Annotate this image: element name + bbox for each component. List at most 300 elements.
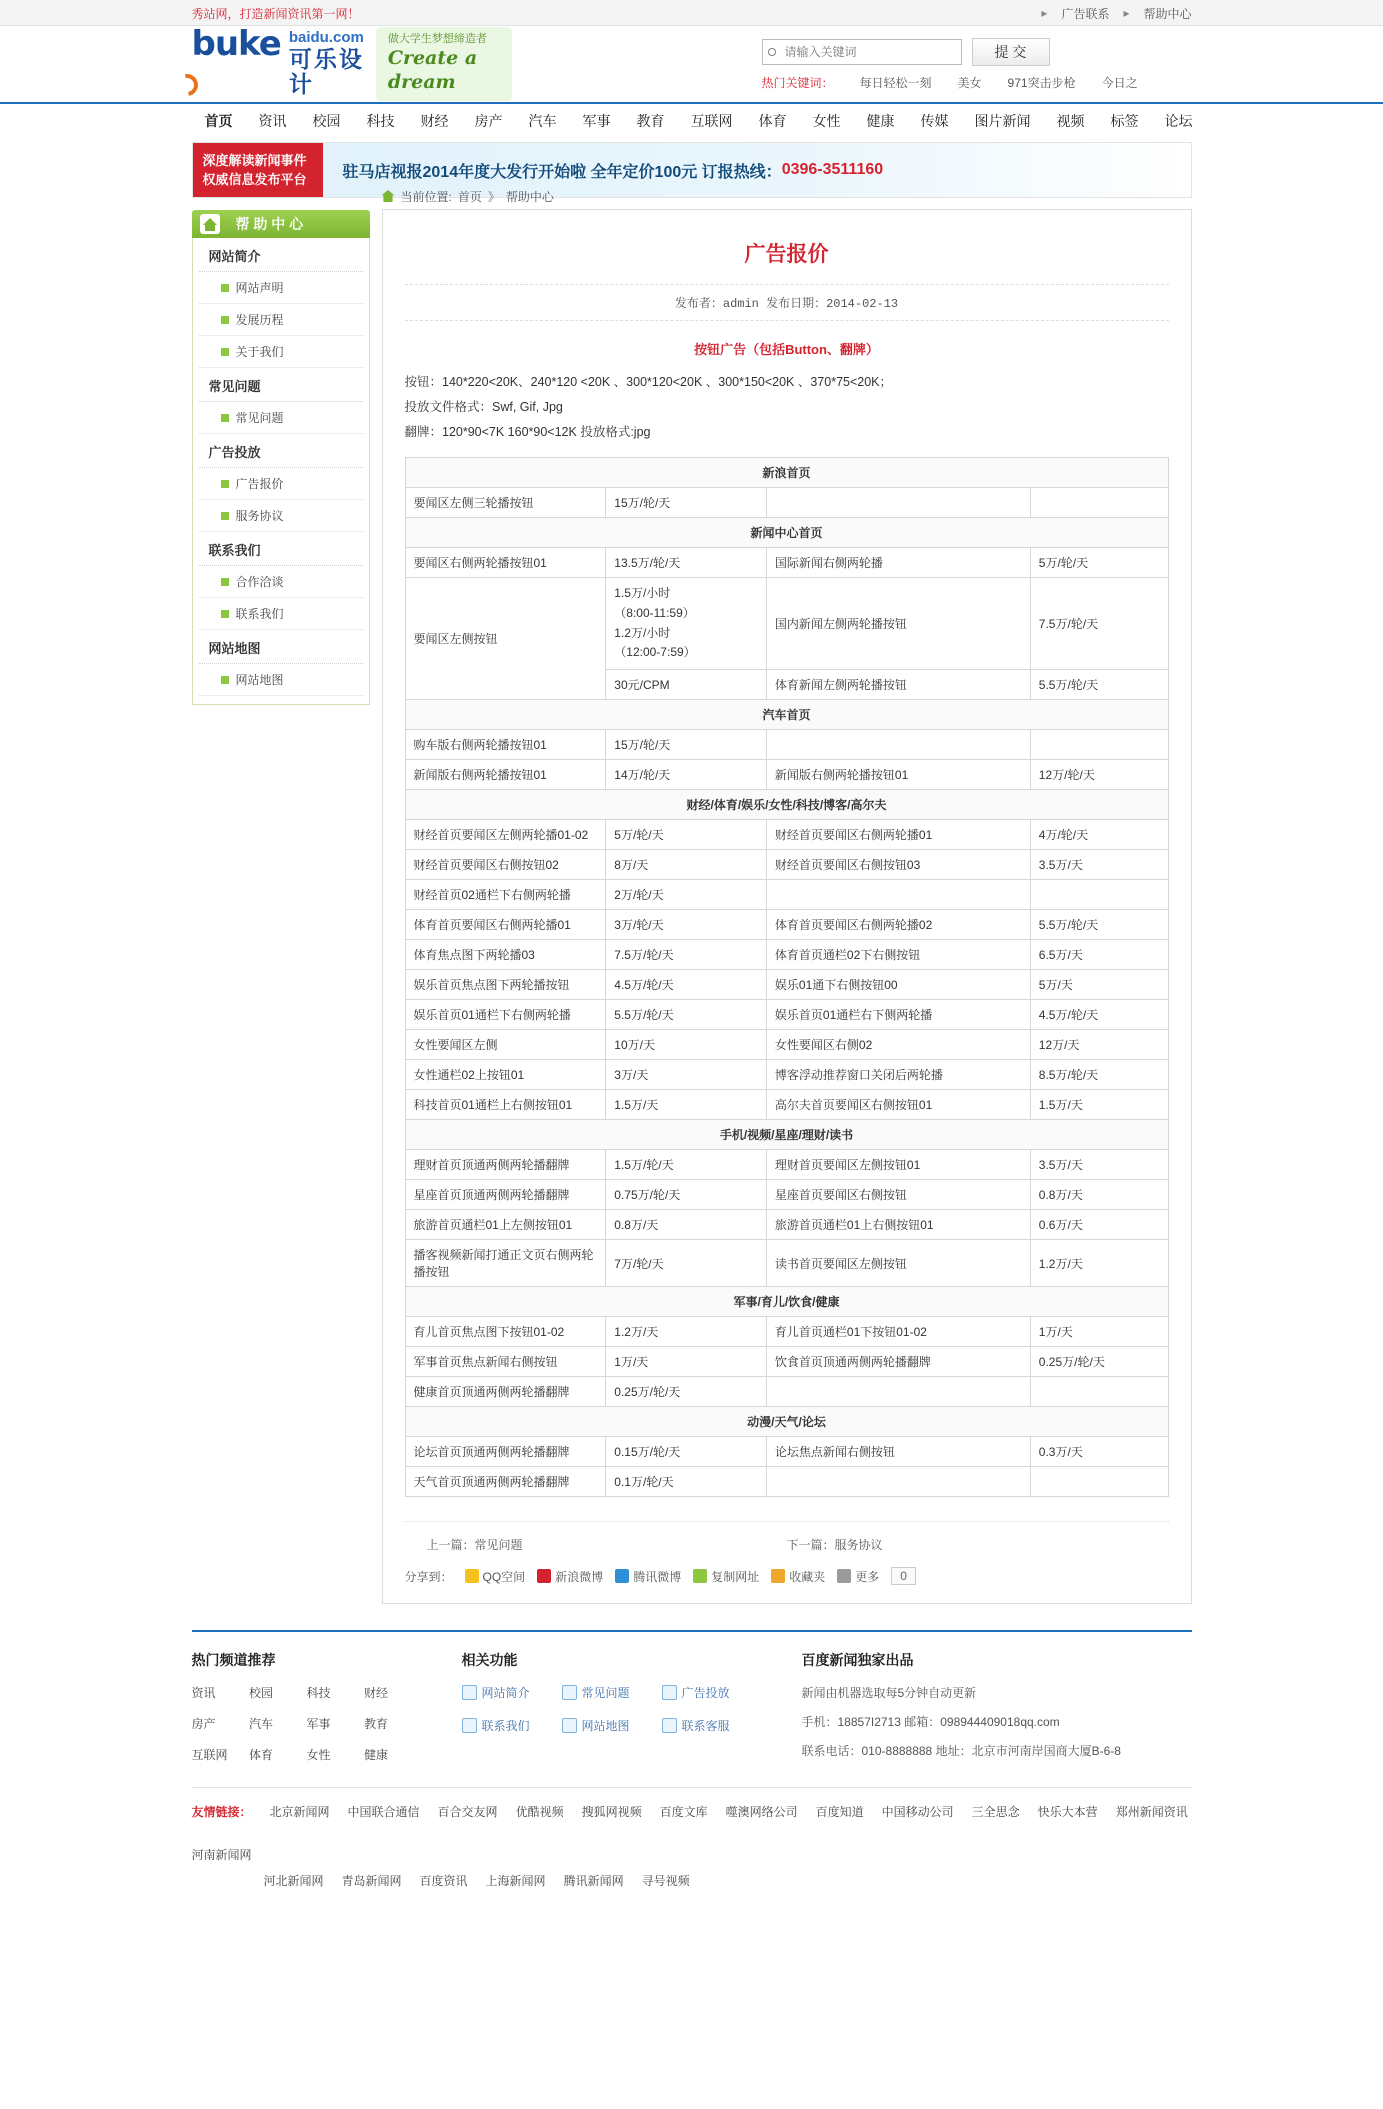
sidebar-item-0-1[interactable]	[199, 304, 363, 336]
table-cell-3: 5万/天	[1030, 970, 1168, 1000]
table-row	[405, 488, 1168, 518]
table-cell-0: 育儿首页焦点图下按钮01-02	[405, 1317, 606, 1347]
table-cell-1: 0.8万/天	[606, 1210, 767, 1240]
table-cell-3: 0.8万/天	[1030, 1180, 1168, 1210]
friend-link-r1-2[interactable]: 百合交友网	[437, 1805, 498, 1820]
friend-link-r1-11[interactable]: 郑州新闻资讯	[1115, 1805, 1188, 1820]
share-label: 分享到：	[404, 1569, 453, 1584]
table-cell-1: 1.5万/小时 （8:00-11:59） 1.2万/小时 （12:00-7:59）	[606, 578, 767, 670]
friend-link-r2-3[interactable]: 上海新闻网	[485, 1873, 546, 1888]
share-item-5[interactable]	[837, 1568, 879, 1585]
doc-icon	[662, 1685, 677, 1700]
sidebar	[192, 210, 370, 705]
sidebar-item-label: 常见问题	[235, 411, 284, 425]
table-cell-2: 娱乐首页01通栏右下侧两轮播	[766, 1000, 1030, 1030]
footer-channel-10[interactable]: 女性	[306, 1748, 331, 1763]
search-area	[762, 38, 1192, 91]
table-row	[405, 970, 1168, 1000]
nav-item-12[interactable]: 健康	[866, 113, 895, 129]
table-cell-1: 5.5万/轮/天	[606, 1000, 767, 1030]
sidebar-item-label: 网站声明	[235, 281, 284, 295]
promo-line-2: 权威信息发布平台	[202, 172, 307, 187]
sidebar-item-0-2[interactable]	[199, 336, 363, 368]
footer-function-label: 广告投放	[681, 1686, 730, 1701]
friend-link-r2-1[interactable]: 青岛新闻网	[341, 1873, 402, 1888]
nav-item-3[interactable]: 科技	[366, 113, 395, 129]
table-cell-0: 财经首页要闻区右侧按钮02	[405, 850, 606, 880]
top-bar-links	[1041, 5, 1191, 22]
footer-function-3[interactable]	[462, 1717, 562, 1734]
table-section-label: 动漫/天气/论坛	[405, 1407, 1168, 1437]
top-link-ad-contact[interactable]: 广告联系	[1061, 6, 1110, 21]
table-cell-0: 理财首页顶通两侧两轮播翻牌	[405, 1150, 606, 1180]
table-row	[405, 1377, 1168, 1407]
sidebar-nav	[192, 238, 370, 705]
table-cell-2: 体育首页要闻区右侧两轮播02	[766, 910, 1030, 940]
table-cell-1: 0.15万/轮/天	[606, 1437, 767, 1467]
logo-mark	[192, 24, 281, 104]
footer-function-label: 常见问题	[581, 1686, 630, 1701]
table-row	[405, 910, 1168, 940]
sidebar-item-3-0[interactable]	[199, 566, 363, 598]
table-row	[405, 578, 1168, 670]
breadcrumb-item-home[interactable]: 首页	[457, 189, 482, 204]
friend-link-r1-4[interactable]: 搜狐网视频	[581, 1805, 642, 1820]
table-cell-2: 财经首页要闻区右侧按钮03	[766, 850, 1030, 880]
doc-icon	[462, 1685, 477, 1700]
friend-link-r1-10[interactable]: 快乐大本营	[1037, 1805, 1098, 1820]
table-cell-1: 1.5万/天	[606, 1090, 767, 1120]
table-cell-1: 15万/轮/天	[606, 488, 767, 518]
table-cell-2	[766, 730, 1030, 760]
sidebar-item-3-1[interactable]	[199, 598, 363, 630]
main-panel	[382, 209, 1192, 1604]
logo-slogan-en: Create a dream	[387, 47, 478, 93]
table-section-label: 新浪首页	[405, 458, 1168, 488]
table-cell-1: 1.2万/天	[606, 1317, 767, 1347]
table-cell-3	[1030, 880, 1168, 910]
table-row	[405, 760, 1168, 790]
friend-link-r1-7[interactable]: 百度知道	[815, 1805, 864, 1820]
table-row	[405, 1467, 1168, 1497]
breadcrumb	[382, 183, 1192, 209]
hot-keyword-1[interactable]: 美女	[957, 75, 982, 90]
table-cell-3: 1万/天	[1030, 1317, 1168, 1347]
table-cell-1: 3万/天	[606, 1060, 767, 1090]
nav-item-7[interactable]: 军事	[582, 113, 611, 129]
table-section-row	[405, 700, 1168, 730]
promo-text: 驻马店视报2014年度大发行开始啦 全年定价100元 订报热线：	[342, 163, 782, 181]
share-item-label: 腾讯微博	[633, 1569, 682, 1584]
table-cell-3: 5.5万/轮/天	[1030, 910, 1168, 940]
top-link-help-center[interactable]: 帮助中心	[1143, 6, 1192, 21]
logo-en: baidu.com	[288, 29, 364, 47]
nav-item-15[interactable]: 视频	[1056, 113, 1085, 129]
table-row	[405, 1090, 1168, 1120]
sidebar-item-label: 网站地图	[235, 673, 284, 687]
table-row	[405, 820, 1168, 850]
footer-function-label: 网站地图	[581, 1719, 630, 1734]
table-section-row	[405, 1120, 1168, 1150]
search-input[interactable]	[762, 39, 962, 65]
table-row	[405, 880, 1168, 910]
table-cell-3: 0.25万/轮/天	[1030, 1347, 1168, 1377]
nav-item-6[interactable]: 汽车	[528, 113, 557, 129]
table-row	[405, 1000, 1168, 1030]
footer-channel-5[interactable]: 汽车	[249, 1717, 274, 1732]
table-cell-0: 天气首页顶通两侧两轮播翻牌	[405, 1467, 606, 1497]
table-cell-1: 13.5万/轮/天	[606, 548, 767, 578]
sidebar-title-text: 帮 助 中 心	[235, 216, 304, 232]
footer-about-line-1: 新闻由机器选取每5分钟自动更新	[801, 1686, 977, 1701]
home-icon	[200, 214, 220, 234]
table-cell-2: 星座首页要闻区右侧按钮	[766, 1180, 1030, 1210]
star-icon	[771, 1569, 785, 1583]
table-cell-2	[766, 880, 1030, 910]
table-cell-2: 育儿首页通栏01下按钮01-02	[766, 1317, 1030, 1347]
article-paragraph-1: 按钮：140*220<20K、240*120 <20K 、300*120<20K 、300*150<20K 、370*75<20K；	[404, 375, 893, 389]
share-item-0[interactable]	[465, 1568, 526, 1585]
table-cell-1: 7万/轮/天	[606, 1240, 767, 1287]
logo-slogan-cn: 做大学生梦想缔造者	[387, 33, 487, 46]
table-row	[405, 1210, 1168, 1240]
footer-function-2[interactable]	[662, 1684, 762, 1701]
doc-icon	[662, 1718, 677, 1733]
sidebar-group-title-2: 广告投放	[199, 434, 363, 468]
footer-channel-6[interactable]: 军事	[306, 1717, 331, 1732]
table-cell-0: 星座首页顶通两侧两轮播翻牌	[405, 1180, 606, 1210]
nav-item-17[interactable]: 论坛	[1164, 113, 1193, 129]
table-row	[405, 940, 1168, 970]
table-row	[405, 850, 1168, 880]
promo-banner-left	[193, 143, 323, 197]
table-cell-2	[766, 1467, 1030, 1497]
bullet-icon	[221, 676, 229, 684]
page-title: 广告报价	[744, 243, 829, 266]
table-cell-3: 5.5万/轮/天	[1030, 670, 1168, 700]
friend-link-r1-6[interactable]: 噬澳网络公司	[725, 1805, 798, 1820]
table-cell-3	[1030, 1467, 1168, 1497]
table-cell-2: 体育首页通栏02下右侧按钮	[766, 940, 1030, 970]
footer-channel-8[interactable]: 互联网	[191, 1748, 228, 1763]
table-cell-3: 7.5万/轮/天	[1030, 578, 1168, 670]
sidebar-item-label: 合作洽谈	[235, 575, 284, 589]
table-cell-3: 3.5万/天	[1030, 1150, 1168, 1180]
footer-channel-0[interactable]: 资讯	[191, 1686, 216, 1701]
logo-area[interactable]	[192, 24, 512, 104]
table-cell-0: 旅游首页通栏01上左侧按钮01	[405, 1210, 606, 1240]
table-section-row	[405, 790, 1168, 820]
table-row	[405, 1437, 1168, 1467]
promo-phone: 0396-3511160	[781, 161, 884, 178]
sidebar-item-label: 发展历程	[235, 313, 284, 327]
table-row	[405, 1060, 1168, 1090]
table-cell-1: 14万/轮/天	[606, 760, 767, 790]
friend-link-r2-2[interactable]: 百度资讯	[419, 1873, 468, 1888]
table-cell-3	[1030, 730, 1168, 760]
hot-keyword-3[interactable]: 今日之	[1101, 75, 1138, 90]
table-row	[405, 1180, 1168, 1210]
table-row	[405, 548, 1168, 578]
hot-keyword-2[interactable]: 971突击步枪	[1007, 75, 1076, 90]
hot-keywords	[762, 74, 1192, 91]
nav-item-13[interactable]: 传媒	[920, 113, 949, 129]
friend-links	[192, 1787, 1192, 1914]
nav-item-4[interactable]: 财经	[420, 113, 449, 129]
footer-channel-7[interactable]: 教育	[364, 1717, 389, 1732]
table-cell-2: 理财首页要闻区左侧按钮01	[766, 1150, 1030, 1180]
footer-functions	[462, 1650, 762, 1771]
sidebar-group-title-3: 联系我们	[199, 532, 363, 566]
table-cell-2: 读书首页要闻区左侧按钮	[766, 1240, 1030, 1287]
table-cell-2: 财经首页要闻区右侧两轮播01	[766, 820, 1030, 850]
bullet-icon	[221, 284, 229, 292]
footer-channel-11[interactable]: 健康	[364, 1748, 389, 1763]
table-cell-2: 体育新闻左侧两轮播按钮	[766, 670, 1030, 700]
friend-link-r2-4[interactable]: 腾讯新闻网	[563, 1873, 624, 1888]
nav-item-2[interactable]: 校园	[312, 113, 341, 129]
site-header	[0, 26, 1383, 102]
doc-icon	[462, 1718, 477, 1733]
article	[383, 210, 1191, 1507]
sidebar-item-1-0[interactable]	[199, 402, 363, 434]
breadcrumb-item-help[interactable]: 帮助中心	[505, 189, 554, 204]
table-cell-0: 健康首页顶通两侧两轮播翻牌	[405, 1377, 606, 1407]
article-paragraph-3: 翻牌：120*90<7K 160*90<12K 投放格式:jpg	[404, 425, 651, 439]
footer-about-line-2: 手机：18857I2713 邮箱：098944409018qq.com	[801, 1715, 1060, 1730]
table-row	[405, 1240, 1168, 1287]
share-item-1[interactable]	[537, 1568, 603, 1585]
swoosh-icon	[171, 70, 202, 101]
table-cell-0: 财经首页02通栏下右侧两轮播	[405, 880, 606, 910]
share-bar	[383, 1561, 1191, 1603]
share-item-2[interactable]	[615, 1568, 681, 1585]
nav-item-9[interactable]: 互联网	[690, 113, 733, 129]
footer-channels-title: 热门频道推荐	[191, 1652, 276, 1669]
footer-channel-3[interactable]: 财经	[364, 1686, 389, 1701]
table-cell-2: 女性要闻区右侧02	[766, 1030, 1030, 1060]
table-cell-1: 2万/轮/天	[606, 880, 767, 910]
friend-link-r1-5[interactable]: 百度文库	[659, 1805, 708, 1820]
footer-about-line-3: 联系电话：010-8888888 地址：北京市河南岸国商大厦B-6-8	[801, 1744, 1121, 1759]
table-cell-0: 军事首页焦点新闻右侧按钮	[405, 1347, 606, 1377]
site-footer	[192, 1630, 1192, 1922]
nav-item-11[interactable]: 女性	[812, 113, 841, 129]
table-cell-2	[766, 1377, 1030, 1407]
footer-function-4[interactable]	[562, 1717, 662, 1734]
arrow-icon: ▸	[1041, 6, 1048, 20]
table-cell-3	[1030, 488, 1168, 518]
table-section-label: 手机/视频/星座/理财/读书	[405, 1120, 1168, 1150]
main-nav	[0, 102, 1383, 138]
site-slogan: 秀站网，打造新闻资讯第一网！	[191, 6, 360, 21]
top-bar	[0, 0, 1383, 26]
table-cell-0: 娱乐首页焦点图下两轮播按钮	[405, 970, 606, 1000]
share-item-3[interactable]	[693, 1568, 759, 1585]
nav-item-5[interactable]: 房产	[474, 113, 503, 129]
nav-item-10[interactable]: 体育	[758, 113, 787, 129]
sidebar-item-label: 联系我们	[235, 607, 284, 621]
prev-article-link[interactable]: 上一篇：常见问题	[426, 1538, 523, 1553]
table-cell-0: 女性要闻区左侧	[405, 1030, 606, 1060]
friend-link-r1-9[interactable]: 三全思念	[971, 1805, 1020, 1820]
sidebar-group-title-4: 网站地图	[199, 630, 363, 664]
share-item-4[interactable]	[771, 1568, 825, 1585]
table-section-label: 汽车首页	[405, 700, 1168, 730]
footer-function-label: 联系我们	[481, 1719, 530, 1734]
table-cell-1: 0.75万/轮/天	[606, 1180, 767, 1210]
sidebar-item-label: 服务协议	[235, 509, 284, 523]
table-cell-3	[1030, 1377, 1168, 1407]
table-cell-0: 购车版右侧两轮播按钮01	[405, 730, 606, 760]
table-cell-3: 3.5万/天	[1030, 850, 1168, 880]
footer-channel-1[interactable]: 校园	[249, 1686, 274, 1701]
table-cell-1: 5万/轮/天	[606, 820, 767, 850]
more-icon	[837, 1569, 851, 1583]
table-cell-3: 6.5万/天	[1030, 940, 1168, 970]
tencent-weibo-icon	[615, 1569, 629, 1583]
nav-item-1[interactable]: 资讯	[258, 113, 287, 129]
table-cell-2: 饮食首页顶通两侧两轮播翻牌	[766, 1347, 1030, 1377]
footer-function-1[interactable]	[562, 1684, 662, 1701]
table-cell-2: 国内新闻左侧两轮播按钮	[766, 578, 1030, 670]
table-cell-3: 5万/轮/天	[1030, 548, 1168, 578]
table-cell-0: 新闻版右侧两轮播按钮01	[405, 760, 606, 790]
table-cell-3: 12万/天	[1030, 1030, 1168, 1060]
table-cell-0: 财经首页要闻区左侧两轮播01-02	[405, 820, 606, 850]
table-cell-3: 0.3万/天	[1030, 1437, 1168, 1467]
table-cell-1: 7.5万/轮/天	[606, 940, 767, 970]
friend-link-r2-0[interactable]: 河北新闻网	[263, 1873, 324, 1888]
table-row	[405, 1150, 1168, 1180]
table-section-label: 新闻中心首页	[405, 518, 1168, 548]
table-section-label: 财经/体育/娱乐/女性/科技/博客/高尔夫	[405, 790, 1168, 820]
footer-channel-2[interactable]: 科技	[306, 1686, 331, 1701]
sidebar-item-0-0[interactable]	[199, 272, 363, 304]
footer-function-0[interactable]	[462, 1684, 562, 1701]
sidebar-item-2-1[interactable]	[199, 500, 363, 532]
footer-functions-title: 相关功能	[461, 1652, 518, 1669]
share-item-label: 复制网址	[711, 1569, 760, 1584]
footer-channel-9[interactable]: 体育	[249, 1748, 274, 1763]
bullet-icon	[221, 512, 229, 520]
nav-item-8[interactable]: 教育	[636, 113, 665, 129]
article-paragraph-2: 投放文件格式：Swf, Gif, Jpg	[404, 400, 563, 414]
article-meta: 发布者：admin 发布日期：2014-02-13	[405, 284, 1169, 321]
table-cell-2: 娱乐01通下右侧按钮00	[766, 970, 1030, 1000]
promo-line-1: 深度解读新闻事件	[202, 152, 307, 168]
bullet-icon	[221, 348, 229, 356]
table-cell-2: 论坛焦点新闻右侧按钮	[766, 1437, 1030, 1467]
hot-keyword-0[interactable]: 每日轻松一刻	[859, 75, 932, 90]
share-item-label: 新浪微博	[555, 1569, 604, 1584]
table-cell-1: 1万/天	[606, 1347, 767, 1377]
table-cell-3: 12万/轮/天	[1030, 760, 1168, 790]
sidebar-group-title-0: 网站简介	[199, 238, 363, 272]
table-section-label: 军事/育儿/饮食/健康	[405, 1287, 1168, 1317]
sidebar-item-2-0[interactable]	[199, 468, 363, 500]
nav-item-0[interactable]: 首页	[204, 113, 233, 129]
table-cell-1: 0.1万/轮/天	[606, 1467, 767, 1497]
table-cell-2: 旅游首页通栏01上右侧按钮01	[766, 1210, 1030, 1240]
nav-item-16[interactable]: 标签	[1110, 113, 1139, 129]
bullet-icon	[221, 414, 229, 422]
share-item-label: QQ空间	[482, 1569, 526, 1584]
breadcrumb-prefix: 当前位置:	[400, 189, 452, 204]
table-row	[405, 1030, 1168, 1060]
table-section-row	[405, 518, 1168, 548]
share-item-label: 收藏夹	[789, 1569, 826, 1584]
nav-item-14[interactable]: 图片新闻	[974, 113, 1031, 129]
friend-link-r1-8[interactable]: 中国移动公司	[881, 1805, 954, 1820]
doc-icon	[562, 1718, 577, 1733]
friend-link-r1-1[interactable]: 中国联合通信	[347, 1805, 420, 1820]
table-cell-3: 8.5万/轮/天	[1030, 1060, 1168, 1090]
friend-link-r1-0[interactable]: 北京新闻网	[269, 1805, 330, 1820]
table-cell-0: 娱乐首页01通栏下右侧两轮播	[405, 1000, 606, 1030]
friend-link-r2-5[interactable]: 寻号视频	[641, 1873, 690, 1888]
table-cell-1: 0.25万/轮/天	[606, 1377, 767, 1407]
table-cell-2: 新闻版右侧两轮播按钮01	[766, 760, 1030, 790]
table-cell-1: 4.5万/轮/天	[606, 970, 767, 1000]
next-article-link[interactable]: 下一篇：服务协议	[786, 1538, 883, 1553]
friend-link-r1-12[interactable]: 河南新闻网	[191, 1848, 252, 1863]
sidebar-item-label: 广告报价	[235, 477, 284, 491]
footer-channels	[192, 1650, 422, 1771]
table-cell-3: 4.5万/轮/天	[1030, 1000, 1168, 1030]
table-cell-0: 要闻区右侧两轮播按钮01	[405, 548, 606, 578]
table-cell-2: 高尔夫首页要闻区右侧按钮01	[766, 1090, 1030, 1120]
logo-subtitle	[289, 30, 364, 97]
footer-function-label: 联系客服	[681, 1719, 730, 1734]
friend-link-r1-3[interactable]: 优酷视频	[515, 1805, 564, 1820]
table-section-row	[405, 1407, 1168, 1437]
table-cell-0: 女性通栏02上按钮01	[405, 1060, 606, 1090]
arrow-icon: ▸	[1123, 6, 1130, 20]
bullet-icon	[221, 316, 229, 324]
table-section-row	[405, 1287, 1168, 1317]
logo-slogan	[376, 27, 512, 100]
breadcrumb-separator: 》	[487, 189, 500, 204]
logo-cn: 可乐设计	[288, 45, 364, 98]
table-cell-3: 0.6万/天	[1030, 1210, 1168, 1240]
doc-icon	[562, 1685, 577, 1700]
table-cell-1: 1.5万/轮/天	[606, 1150, 767, 1180]
copy-link-icon	[693, 1569, 707, 1583]
sidebar-item-4-0[interactable]	[199, 664, 363, 696]
table-cell-0: 论坛首页顶通两侧两轮播翻牌	[405, 1437, 606, 1467]
footer-channel-4[interactable]: 房产	[191, 1717, 216, 1732]
table-cell-0: 播客视频新闻打通正文页右侧两轮播按钮	[405, 1240, 606, 1287]
footer-about	[802, 1650, 1192, 1771]
table-cell-3: 1.2万/天	[1030, 1240, 1168, 1287]
table-cell-1: 3万/轮/天	[606, 910, 767, 940]
table-cell-2: 国际新闻右侧两轮播	[766, 548, 1030, 578]
table-section-row	[405, 458, 1168, 488]
table-cell-0: 要闻区左侧按钮	[405, 578, 606, 700]
footer-function-5[interactable]	[662, 1717, 762, 1734]
table-row	[405, 730, 1168, 760]
share-count: 0	[891, 1567, 916, 1585]
price-table	[405, 457, 1169, 1497]
home-icon	[382, 190, 395, 202]
footer-about-title: 百度新闻独家出品	[801, 1652, 914, 1669]
content-area	[192, 189, 1192, 1604]
logo-wordmark: buke	[191, 24, 281, 64]
search-submit-button[interactable]: 提 交	[972, 38, 1050, 66]
bullet-icon	[221, 578, 229, 586]
table-cell-3: 4万/轮/天	[1030, 820, 1168, 850]
